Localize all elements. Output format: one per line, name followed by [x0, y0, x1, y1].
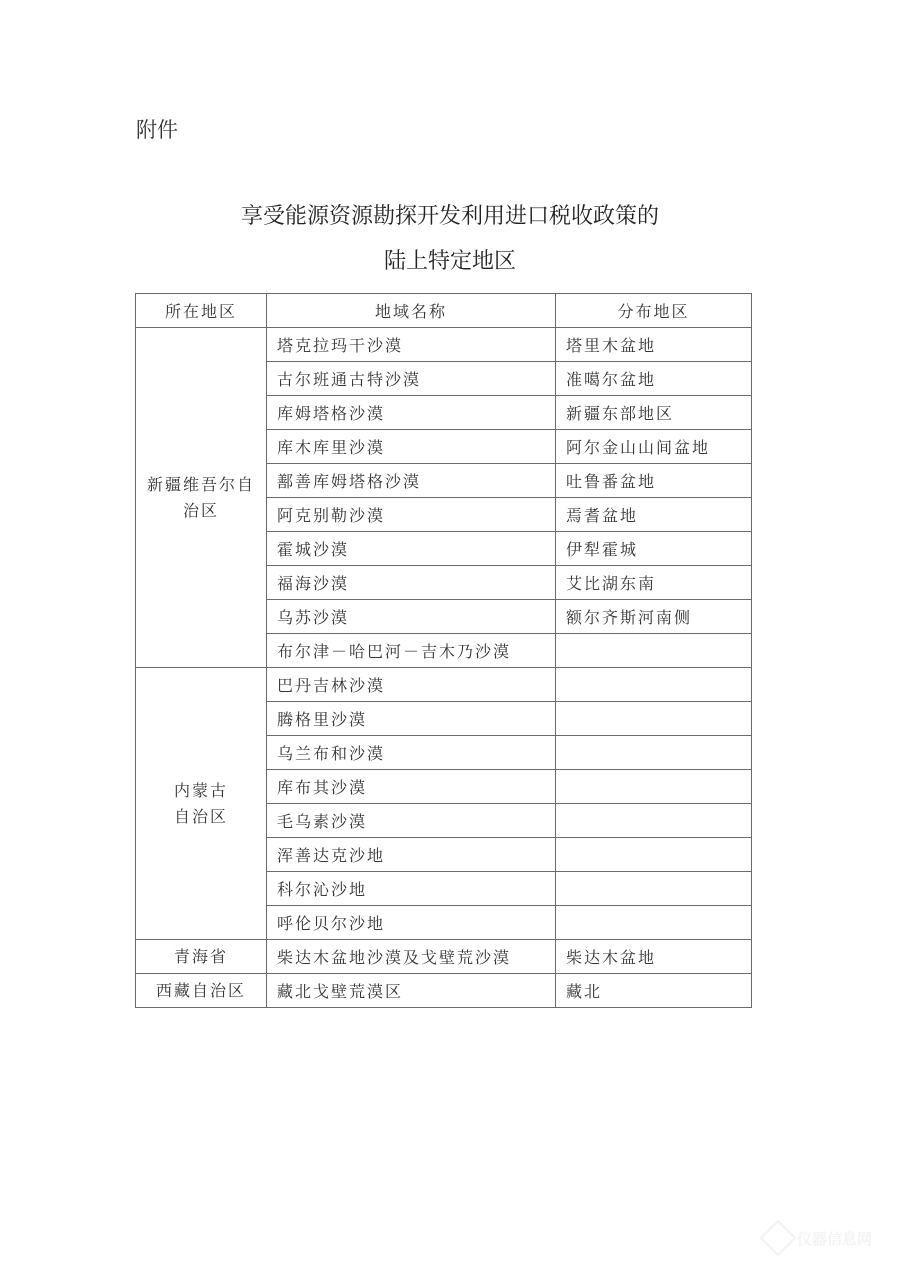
distribution-cell [556, 634, 752, 668]
name-cell: 腾格里沙漠 [267, 702, 556, 736]
name-cell: 霍城沙漠 [267, 532, 556, 566]
table-row [136, 974, 752, 1008]
distribution-cell [556, 872, 752, 906]
region-cell-xizang: 西藏自治区 [136, 974, 267, 1008]
name-cell: 布尔津－哈巴河－吉木乃沙漠 [267, 634, 556, 668]
name-cell: 浑善达克沙地 [267, 838, 556, 872]
name-cell: 藏北戈壁荒漠区 [267, 974, 556, 1008]
distribution-cell: 塔里木盆地 [556, 328, 752, 362]
distribution-cell: 焉耆盆地 [556, 498, 752, 532]
distribution-cell [556, 668, 752, 702]
name-cell: 鄯善库姆塔格沙漠 [267, 464, 556, 498]
distribution-cell [556, 702, 752, 736]
region-line: 治区 [182, 500, 219, 520]
distribution-cell: 准噶尔盆地 [556, 362, 752, 396]
watermark-logo-icon [760, 1220, 797, 1257]
name-cell: 乌苏沙漠 [267, 600, 556, 634]
distribution-cell: 阿尔金山山间盆地 [556, 430, 752, 464]
name-cell: 古尔班通古特沙漠 [267, 362, 556, 396]
distribution-cell: 藏北 [556, 974, 752, 1008]
table-header-row [136, 294, 752, 328]
table-row [136, 328, 752, 362]
attachment-label: 附件 [136, 118, 178, 142]
name-cell: 库木库里沙漠 [267, 430, 556, 464]
distribution-cell [556, 838, 752, 872]
name-cell: 毛乌素沙漠 [267, 804, 556, 838]
distribution-cell [556, 736, 752, 770]
distribution-cell: 艾比湖东南 [556, 566, 752, 600]
distribution-cell: 新疆东部地区 [556, 396, 752, 430]
name-cell: 呼伦贝尔沙地 [267, 906, 556, 940]
distribution-cell [556, 770, 752, 804]
watermark-text: 仪器信息网 [796, 1229, 872, 1248]
name-cell: 巴丹吉林沙漠 [267, 668, 556, 702]
region-cell-xinjiang [136, 328, 267, 668]
table-row [136, 940, 752, 974]
document-title-line2: 陆上特定地区 [383, 249, 516, 274]
name-cell: 库姆塔格沙漠 [267, 396, 556, 430]
distribution-cell: 柴达木盆地 [556, 940, 752, 974]
table-row [136, 668, 752, 702]
name-cell: 福海沙漠 [267, 566, 556, 600]
name-cell: 科尔沁沙地 [267, 872, 556, 906]
name-cell: 阿克别勒沙漠 [267, 498, 556, 532]
header-distribution: 分布地区 [556, 294, 752, 328]
distribution-cell [556, 804, 752, 838]
name-cell: 柴达木盆地沙漠及戈壁荒沙漠 [267, 940, 556, 974]
distribution-cell [556, 906, 752, 940]
watermark [765, 1225, 872, 1251]
name-cell: 塔克拉玛干沙漠 [267, 328, 556, 362]
name-cell: 乌兰布和沙漠 [267, 736, 556, 770]
name-cell: 库布其沙漠 [267, 770, 556, 804]
region-cell-neimenggu [136, 668, 267, 940]
distribution-cell: 吐鲁番盆地 [556, 464, 752, 498]
distribution-cell: 伊犁霍城 [556, 532, 752, 566]
region-cell-qinghai: 青海省 [136, 940, 267, 974]
region-line: 自治区 [173, 806, 228, 826]
regions-table [135, 293, 752, 1008]
distribution-cell: 额尔齐斯河南侧 [556, 600, 752, 634]
header-region: 所在地区 [136, 294, 267, 328]
region-line: 新疆维吾尔自 [146, 474, 255, 494]
region-line: 内蒙古 [173, 780, 228, 800]
header-name: 地域名称 [267, 294, 556, 328]
document-title-line1: 享受能源资源勘探开发利用进口税收政策的 [240, 204, 659, 229]
